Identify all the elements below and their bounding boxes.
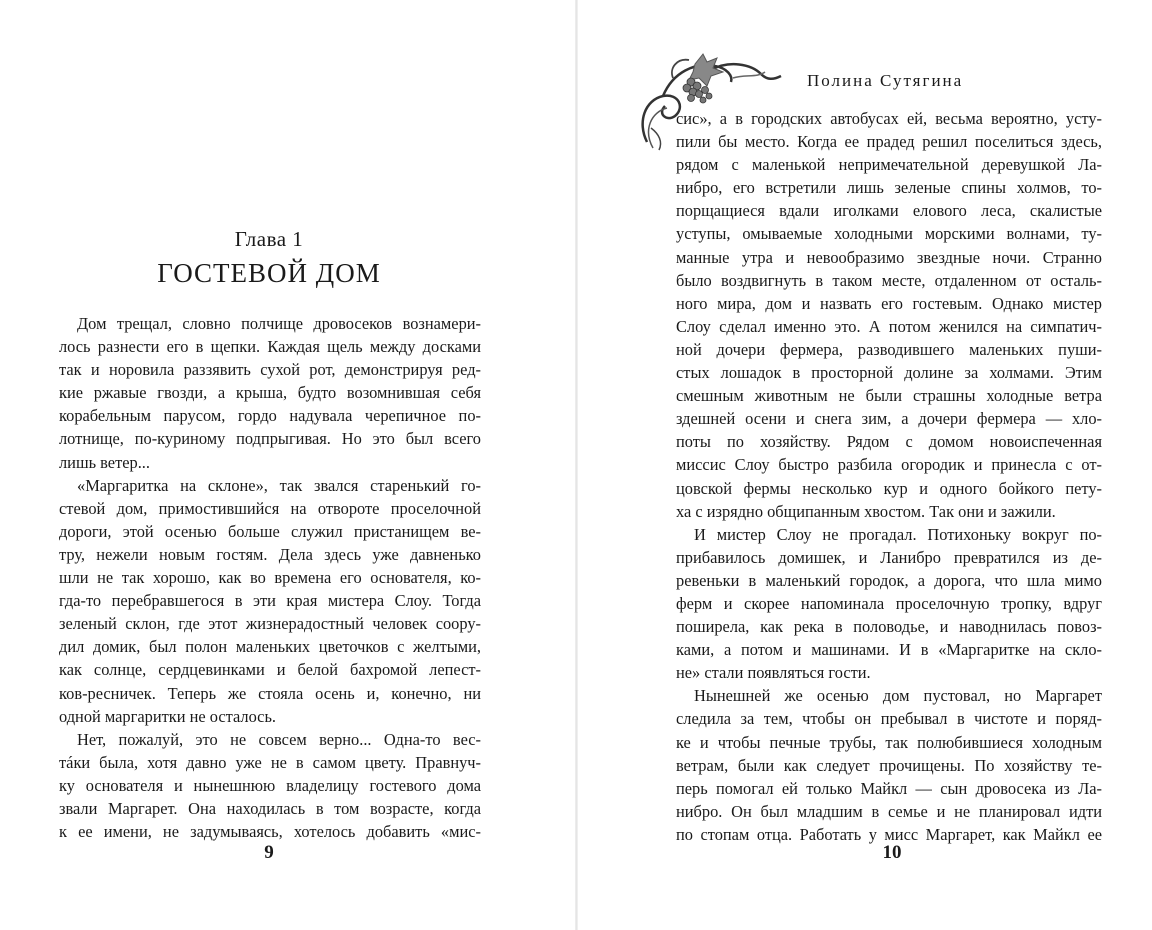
text-line: кие ржавые гвозди, а крыша, будто возомнившая себя: [59, 383, 481, 403]
text-line: порщащиеся вдали иголками елового леса, скалистые: [676, 201, 1102, 221]
text-line: ке и чтобы печные трубы, так полюбившиеся холодным: [676, 732, 1102, 752]
text-line: поты по хозяйству. Рядом с домом новоиспеченная: [676, 432, 1102, 452]
text-line: прибавилось домишек, и Ланибро превратился из де-: [676, 547, 1102, 567]
text-line: не» стали появляться гости.: [676, 663, 871, 683]
text-line: стевой дом, примостившийся на отвороте проселочной: [59, 498, 481, 518]
text-line: зеленый склон, где этот жизнерадостный человек соору-: [59, 614, 481, 634]
text-line: тáки была, хотя давно уже не в самом цвету. Правнуч-: [59, 752, 481, 772]
chapter-label: Глава 1: [234, 227, 304, 251]
text-line: лотнище, по-куриному подпрыгивая. Но это был всего: [59, 429, 481, 449]
page-number: 9: [264, 842, 274, 863]
text-line: поширела, как река в половодье, и наводнилась повоз-: [676, 617, 1102, 637]
text-line: так и норовила раззявить сухой рот, демонстрируя ред-: [59, 360, 481, 380]
text-line: сис», а в городских автобусах ей, весьма вероятно, усту-: [676, 109, 1102, 128]
text-line: миссис Слоу быстро разбила огородик и принесла с от-: [676, 455, 1102, 475]
text-line: шли не так хорошо, как во времена его основателя, ко-: [59, 568, 481, 588]
body-text: [676, 107, 1102, 846]
text-line: ветрам, были как следует прочищены. По хозяйству те-: [676, 755, 1102, 775]
text-line: нибро. Он был младшим в семье и не планировал идти: [676, 801, 1102, 821]
text-line: корабельным парусом, гордо надувала черепичное по-: [59, 406, 481, 426]
text-line: к ее имени, не задумываясь, хотелось добавить «мис-: [59, 822, 481, 842]
text-line: лось разнести его в щепки. Каждая щель между досками: [59, 337, 481, 357]
right-page: [577, 0, 1152, 930]
text-line: здешней осени и снега зим, а дочери фермера — хло-: [676, 409, 1102, 429]
text-line: тру, нежели новым гостям. Дела здесь уже давненько: [59, 544, 481, 564]
text-line: дил домик, был полон маленьких цветочков с желтыми,: [59, 637, 481, 657]
text-line: смешным животным не были страшны холодные ветра: [676, 386, 1102, 406]
text-line: гда-то перебравшегося в эти края мистера Слоу. Тогда: [59, 591, 481, 611]
text-line: ферм и скорее напоминала проселочную тропку, вдруг: [676, 593, 1102, 613]
text-line: звали Маргарет. Она находилась в том возрасте, когда: [59, 798, 481, 818]
text-line: ного мира, дом и назвать его гостевым. Однако мистер: [676, 293, 1102, 313]
text-line: лишь ветер...: [59, 452, 150, 472]
text-line: Нет, пожалуй, это не совсем верно... Одна-то вес-: [77, 729, 481, 749]
text-line: ками, а потом и машинами. И в «Маргаритке на скло-: [676, 640, 1102, 660]
text-line: нибро, его встретили лишь зеленые спины холмов, то-: [676, 178, 1102, 198]
text-line: дороги, этой осенью больше служил пристанищем ве-: [59, 521, 481, 541]
text-line: ков-ресничек. Теперь же стояла осень и, конечно, ни: [59, 683, 481, 703]
chapter-title: ГОСТЕВОЙ ДОМ: [157, 258, 381, 288]
text-line: ку основателя и нынешнюю владелицу гостевого дома: [59, 775, 481, 795]
running-head: Полина Сутягина: [807, 71, 964, 90]
page-number: 10: [882, 842, 902, 863]
text-line: Слоу сделал именно это. А потом женился на симпатич-: [676, 316, 1102, 336]
text-line: перь помогал ей только Майкл — сын дровосека из Ла-: [676, 778, 1102, 798]
text-line: пили бы место. Когда ее прадед решил поселиться здесь,: [676, 132, 1102, 152]
text-line: И мистер Слоу не прогадал. Потихоньку вокруг по-: [694, 524, 1102, 544]
text-line: Нынешней же осенью дом пустовал, но Маргарет: [694, 686, 1102, 706]
text-line: одной маргаритки не осталось.: [59, 706, 277, 726]
text-line: стых лошадок в просторной долине за холмами. Этим: [676, 363, 1102, 383]
text-line: «Маргаритка на склоне», так звался старенький го-: [77, 475, 481, 495]
text-line: Дом трещал, словно полчище дровосеков вознамери-: [77, 314, 481, 333]
text-line: было воздвигнуть в таком месте, отдаленном от осталь-: [676, 270, 1102, 290]
text-line: уступы, омываемые холодными морскими волнами, ту-: [676, 224, 1102, 244]
text-line: цовской фермы несколько кур и одного бойкого пету-: [676, 478, 1102, 498]
text-line: следила за тем, чтобы он пребывал в чистоте и поряд-: [676, 709, 1102, 729]
text-line: ной дочери фермера, разводившего маленьких пуши-: [676, 339, 1102, 359]
text-line: манные утра и невообразимо звездные ночи. Странно: [676, 247, 1102, 267]
text-line: ха с изрядно общипанным хвостом. Так они и зажили.: [676, 501, 1056, 521]
text-line: по стопам отца. Работать у мисс Маргарет, как Майкл ее: [676, 824, 1102, 844]
text-line: ревеньки в маленький городок, а дорога, что шла мимо: [676, 570, 1102, 590]
text-line: рядом с маленькой непримечательной деревушкой Ла-: [676, 155, 1102, 175]
body-text: [59, 312, 481, 843]
text-line: как солнце, сердцевинками и белой бахромой лепест-: [59, 660, 481, 680]
